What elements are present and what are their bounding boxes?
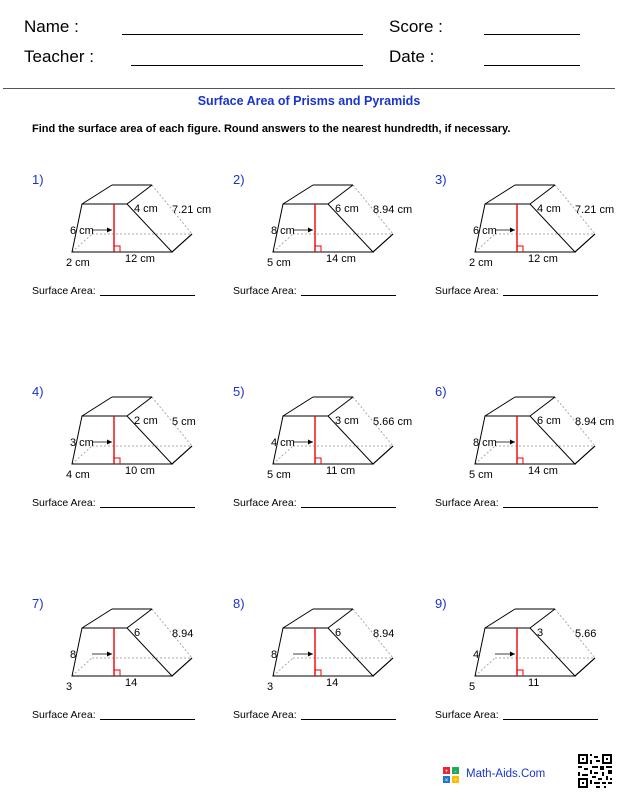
bottom-width-label: 12 cm — [528, 253, 558, 265]
problem-9 — [435, 596, 618, 736]
score-field-line[interactable] — [484, 34, 580, 35]
problem-number: 5) — [233, 384, 245, 399]
surface-area-answer — [435, 497, 598, 509]
bottom-width-label: 14 — [125, 677, 138, 689]
trapezoidal-prism-figure — [435, 384, 618, 494]
surface-area-answer — [435, 709, 598, 721]
problem-1 — [32, 172, 222, 312]
footer-site-name: Math-Aids.Com — [466, 768, 546, 780]
depth-label: 5 cm — [267, 257, 291, 269]
problem-number: 9) — [435, 596, 447, 611]
top-width-label: 6 — [134, 627, 141, 639]
depth-label: 5 cm — [267, 469, 291, 481]
surface-area-answer — [435, 285, 598, 297]
top-width-label: 3 cm — [335, 415, 359, 427]
trapezoidal-prism-figure — [233, 596, 423, 706]
height-label: 8 cm — [271, 225, 295, 237]
bottom-width-label: 10 cm — [125, 465, 155, 477]
trapezoidal-prism-figure — [233, 172, 423, 282]
problem-number: 1) — [32, 172, 44, 187]
depth-label: 2 cm — [469, 257, 493, 269]
depth-label: 5 — [469, 681, 476, 693]
slant-label: 5.66 cm — [373, 416, 413, 428]
surface-area-answer — [233, 497, 396, 509]
svg-text:-: - — [454, 769, 457, 775]
depth-label: 3 — [267, 681, 274, 693]
answer-line[interactable] — [503, 709, 598, 720]
height-label: 8 — [70, 649, 77, 661]
worksheet-title: Surface Area of Prisms and Pyramids — [197, 94, 421, 108]
problem-number: 3) — [435, 172, 447, 187]
math-aids-logo-icon — [443, 767, 459, 783]
surface-area-answer — [32, 497, 195, 509]
slant-label: 7.21 cm — [172, 204, 212, 216]
problem-4 — [32, 384, 222, 524]
top-width-label: 6 cm — [335, 203, 359, 215]
answer-line[interactable] — [301, 285, 396, 296]
date-field-line[interactable] — [484, 65, 580, 66]
score-label: Score : — [389, 17, 443, 36]
date-label: Date : — [389, 47, 435, 66]
surface-area-label: Surface Area: — [435, 285, 499, 297]
answer-line[interactable] — [301, 497, 396, 508]
depth-label: 4 cm — [66, 469, 90, 481]
slant-label: 5 cm — [172, 416, 196, 428]
problem-3 — [435, 172, 618, 312]
height-label: 4 — [473, 649, 480, 661]
problem-number: 2) — [233, 172, 245, 187]
problem-7 — [32, 596, 222, 736]
bottom-width-label: 14 — [326, 677, 339, 689]
problem-6 — [435, 384, 618, 524]
surface-area-label: Surface Area: — [32, 709, 96, 721]
answer-line[interactable] — [100, 709, 195, 720]
trapezoidal-prism-figure — [435, 172, 618, 282]
top-width-label: 2 cm — [134, 415, 158, 427]
bottom-width-label: 11 — [528, 677, 540, 689]
surface-area-label: Surface Area: — [233, 497, 297, 509]
surface-area-label: Surface Area: — [435, 497, 499, 509]
trapezoidal-prism-figure — [32, 596, 222, 706]
header-divider — [3, 88, 615, 89]
trapezoidal-prism-figure — [435, 596, 618, 706]
teacher-field-line[interactable] — [131, 65, 363, 66]
name-label: Name : — [24, 17, 79, 36]
slant-label: 8.94 cm — [373, 204, 413, 216]
surface-area-answer — [233, 709, 396, 721]
surface-area-label: Surface Area: — [32, 497, 96, 509]
top-width-label: 4 cm — [537, 203, 561, 215]
answer-line[interactable] — [503, 497, 598, 508]
depth-label: 3 — [66, 681, 73, 693]
bottom-width-label: 11 cm — [326, 465, 356, 477]
depth-label: 2 cm — [66, 257, 90, 269]
answer-line[interactable] — [100, 497, 195, 508]
problem-number: 6) — [435, 384, 447, 399]
teacher-label: Teacher : — [24, 47, 94, 66]
problem-5 — [233, 384, 423, 524]
depth-label: 5 cm — [469, 469, 493, 481]
height-label: 6 cm — [70, 225, 94, 237]
surface-area-label: Surface Area: — [233, 709, 297, 721]
top-width-label: 6 — [335, 627, 342, 639]
slant-label: 8.94 cm — [575, 416, 615, 428]
answer-line[interactable] — [301, 709, 396, 720]
height-label: 3 cm — [70, 437, 94, 449]
surface-area-answer — [32, 285, 195, 297]
qr-code-icon — [578, 754, 612, 788]
top-width-label: 4 cm — [134, 203, 158, 215]
surface-area-label: Surface Area: — [233, 285, 297, 297]
instructions: Find the surface area of each figure. Round answers to the nearest hundredth, if necessary. — [32, 123, 511, 135]
trapezoidal-prism-figure — [32, 384, 222, 494]
svg-text:+: + — [444, 769, 449, 775]
slant-label: 8.94 — [172, 628, 194, 640]
top-width-label: 3 — [537, 627, 544, 639]
top-width-label: 6 cm — [537, 415, 561, 427]
bottom-width-label: 14 cm — [326, 253, 356, 265]
bottom-width-label: 12 cm — [125, 253, 155, 265]
surface-area-answer — [233, 285, 396, 297]
surface-area-label: Surface Area: — [435, 709, 499, 721]
problem-2 — [233, 172, 423, 312]
slant-label: 5.66 — [575, 628, 597, 640]
problem-number: 8) — [233, 596, 245, 611]
bottom-width-label: 14 cm — [528, 465, 558, 477]
height-label: 8 cm — [473, 437, 497, 449]
height-label: 4 cm — [271, 437, 295, 449]
surface-area-label: Surface Area: — [32, 285, 96, 297]
trapezoidal-prism-figure — [32, 172, 222, 282]
problem-number: 7) — [32, 596, 44, 611]
answer-line[interactable] — [503, 285, 598, 296]
surface-area-answer — [32, 709, 195, 721]
problem-8 — [233, 596, 423, 736]
trapezoidal-prism-figure — [233, 384, 423, 494]
name-field-line[interactable] — [122, 34, 363, 35]
answer-line[interactable] — [100, 285, 195, 296]
svg-text:÷: ÷ — [453, 778, 458, 783]
height-label: 8 — [271, 649, 278, 661]
height-label: 6 cm — [473, 225, 497, 237]
svg-text:×: × — [444, 778, 449, 783]
slant-label: 7.21 cm — [575, 204, 615, 216]
problem-number: 4) — [32, 384, 44, 399]
slant-label: 8.94 — [373, 628, 395, 640]
